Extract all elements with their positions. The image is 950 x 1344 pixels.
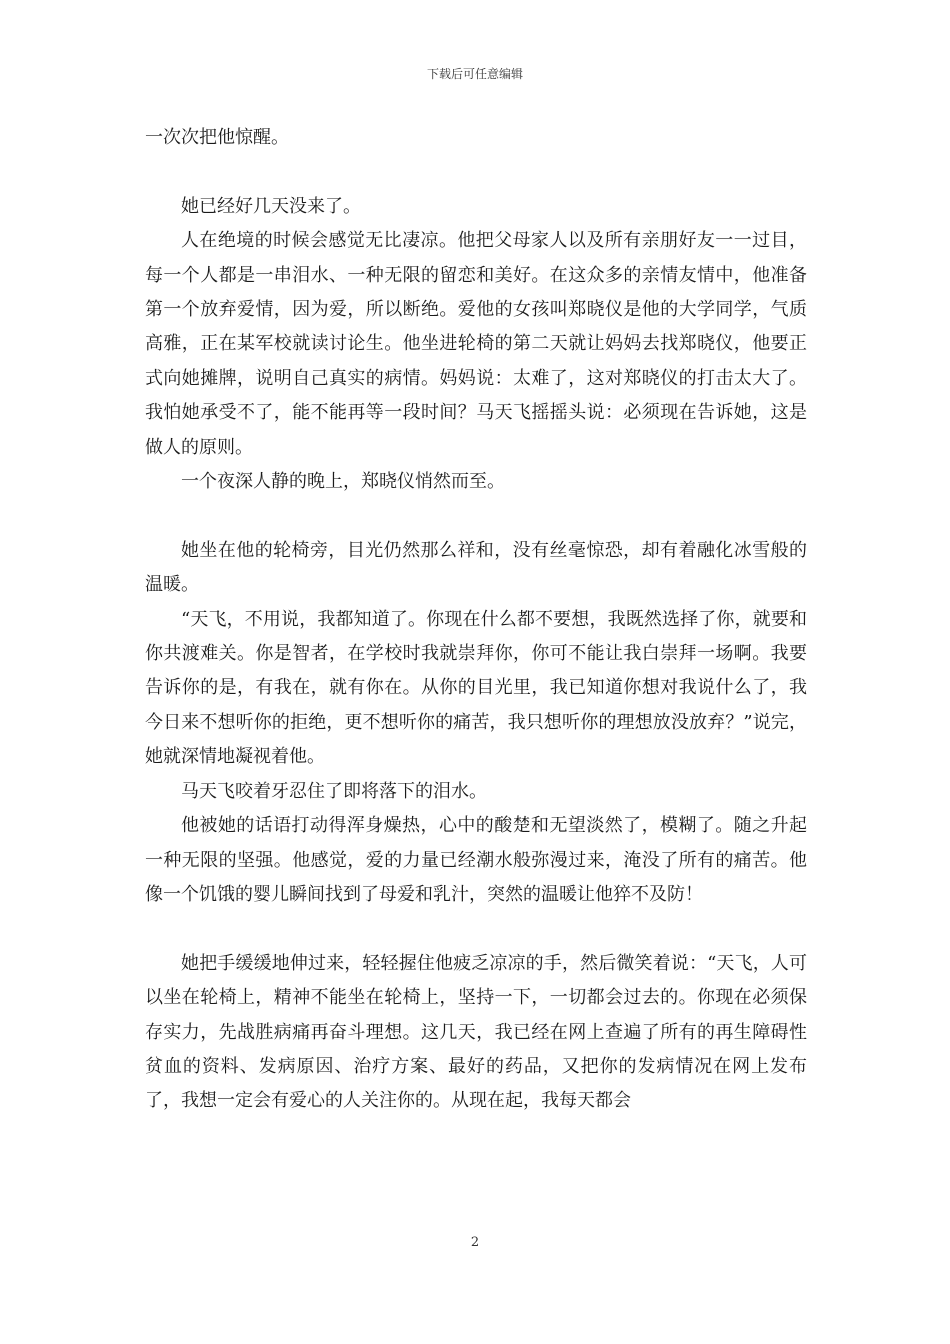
paragraph: 他被她的话语打动得浑身燥热，心中的酸楚和无望淡然了，模糊了。随之升起一种无限的坚强。他感觉，爱的力量已经潮水般弥漫过来，淹没了所有的痛苦。他像一个饥饿的婴儿瞬间找到了母爱和乳汁，突然的温暖让他猝不及防！ xyxy=(145,815,807,905)
paragraph: 一个夜深人静的晚上，郑晓仪悄然而至。 xyxy=(181,471,505,493)
blank-line xyxy=(145,499,807,533)
document-body xyxy=(145,121,807,1119)
paragraph: 她坐在他的轮椅旁，目光仍然那么祥和，没有丝毫惊恐，却有着融化冰雪般的温暖。 xyxy=(145,539,807,596)
paragraph-continuation: 一次次把他惊醒。 xyxy=(145,127,289,148)
blank-line xyxy=(145,155,807,189)
blank-line xyxy=(145,912,807,946)
paragraph: 她已经好几天没来了。 xyxy=(181,195,361,217)
page-number: 2 xyxy=(470,1235,480,1250)
paragraph: 人在绝境的时候会感觉无比凄凉。他把父母家人以及所有亲朋好友一一过目，每一个人都是一串泪水、一种无限的留恋和美好。在这众多的亲情友情中，他准备第一个放弃爱情，因为爱，所以断绝。爱他的女孩叫郑晓仪是他的大学同学，气质高雅，正在某军校就读讨论生。他坐进轮椅的第二天就让妈妈去找郑晓仪，他要正式向她摊牌，说明自己真实的病情。妈妈说：太难了，这对郑晓仪的打击太大了。我怕她承受不了，能不能再等一段时间？马天飞摇摇头说：必须现在告诉她，这是做人的原则。 xyxy=(145,230,807,458)
paragraph: 她把手缓缓地伸过来，轻轻握住他疲乏凉凉的手，然后微笑着说：“天飞，人可以坐在轮椅上，精神不能坐在轮椅上，坚持一下，一切都会过去的。你现在必须保存实力，先战胜病痛再奋斗理想。这几天，我已经在网上查遍了所有的再生障碍性贫血的资料、发病原因、治疗方案、最好的药品，又把你的发病情况在网上发布了，我想一定会有爱心的人关注你的。从现在起，我每天都会 xyxy=(145,952,807,1112)
paragraph: “天飞，不用说，我都知道了。你现在什么都不要想，我既然选择了你，就要和你共渡难关。你是智者，在学校时我就崇拜你，你可不能让我白崇拜一场啊。我要告诉你的是，有我在，就有你在。从你的目光里，我已知道你想对我说什么了，我今日来不想听你的拒绝，更不想听你的痛苦，我只想听你的理想放没放弃？”说完，她就深情地凝视着他。 xyxy=(145,608,807,768)
paragraph: 马天飞咬着牙忍住了即将落下的泪水。 xyxy=(181,780,487,802)
page-header: 下载后可任意编辑 xyxy=(426,67,523,81)
